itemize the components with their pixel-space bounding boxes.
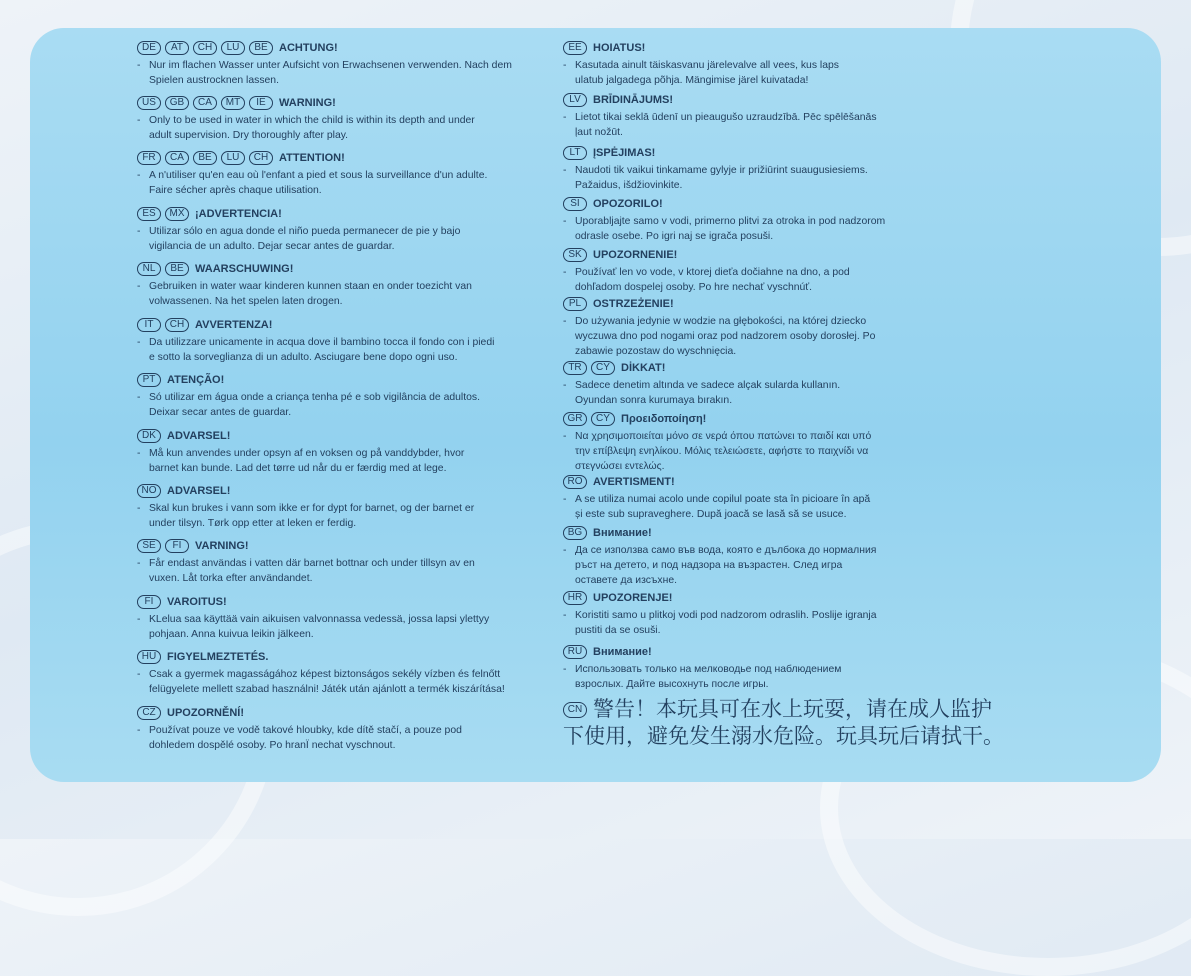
bullet-dash: -	[563, 494, 567, 505]
warning-text-line: wyczuwa dno pod nogami oraz pod nadzorem osoby dorosłej. Po	[575, 331, 876, 342]
warning-header	[563, 196, 983, 212]
warning-header	[563, 247, 983, 263]
warning-header	[137, 150, 557, 166]
bullet-dash: -	[563, 216, 567, 227]
warning-text-line: Lietot tikai seklā ūdenī un pieaugušo uzraudzībā. Pēc spēlēšanās	[575, 112, 877, 123]
warning-entry	[137, 95, 557, 143]
warning-entry	[563, 92, 983, 140]
country-code-badge: RO	[563, 475, 587, 489]
country-code-badge: BE	[165, 262, 189, 276]
warning-text	[137, 390, 557, 420]
warning-text-line: ļaut nožūt.	[575, 127, 623, 138]
country-code-badge: SE	[137, 539, 161, 553]
warning-text	[137, 501, 557, 531]
warning-text-line: under tilsyn. Tørk opp etter at leken er ferdig.	[149, 518, 357, 529]
country-code-badge: DK	[137, 429, 161, 443]
warning-text-line: Only to be used in water in which the child is within its depth and under	[149, 115, 475, 126]
bullet-dash: -	[137, 60, 141, 71]
country-code-badge: CY	[591, 412, 615, 426]
country-code-badge: CA	[165, 151, 189, 165]
warning-text-line: Skal kun brukes i vann som ikke er for dypt for barnet, og der barnet er	[149, 503, 475, 514]
country-code-badge: GR	[563, 412, 587, 426]
bullet-dash: -	[137, 614, 141, 625]
warning-text	[137, 113, 557, 143]
country-code-badge: CN	[563, 702, 587, 718]
bullet-dash: -	[563, 60, 567, 71]
warning-entry	[563, 411, 983, 474]
warning-text	[563, 492, 983, 522]
warning-text-line: Nur im flachen Wasser unter Aufsicht von Erwachsenen verwenden. Nach dem	[149, 60, 512, 71]
warning-text	[563, 110, 983, 140]
warning-header	[137, 261, 557, 277]
warning-text-line: την επίβλεψη ενηλίκου. Μόλις τελειώσετε, αφήστε το παιχνίδι να	[575, 446, 869, 457]
warning-entry	[137, 40, 557, 88]
warning-text-line: Uporabljajte samo v vodi, primerno plitvi za otroka in pod nadzorom	[575, 216, 886, 227]
country-code-badge: HR	[563, 591, 587, 605]
warning-text	[137, 168, 557, 198]
country-code-badge: BE	[249, 41, 273, 55]
bullet-dash: -	[563, 431, 567, 442]
country-code-badge: MT	[221, 96, 245, 110]
warning-header	[563, 92, 983, 108]
country-code-badge: NO	[137, 484, 161, 498]
country-code-badge: CZ	[137, 706, 161, 720]
warning-text-line: Koristiti samo u plitkoj vodi pod nadzorom odraslih. Poslije igranja	[575, 610, 877, 621]
warning-title: DİKKAT!	[621, 362, 666, 374]
bullet-dash: -	[563, 664, 567, 675]
warning-text-line: A se utiliza numai acolo unde copilul poate sta în picioare în apă	[575, 494, 871, 505]
country-code-badge: CA	[193, 96, 217, 110]
country-code-badge: LV	[563, 93, 587, 107]
warning-text	[137, 224, 557, 254]
warning-title: OSTRZEŻENIE!	[593, 298, 674, 310]
warning-text-line: Oyundan sonra kurumaya bırakın.	[575, 395, 733, 406]
bullet-dash: -	[137, 558, 141, 569]
country-code-badge: RU	[563, 645, 587, 659]
warning-entry	[563, 40, 983, 88]
warning-title: BRĪDINĀJUMS!	[593, 94, 674, 106]
warning-header	[137, 649, 557, 665]
warning-text-line: pustiti da se osuši.	[575, 625, 661, 636]
warning-title: HOIATUS!	[593, 42, 646, 54]
warning-text	[563, 214, 983, 244]
warning-entry	[137, 705, 557, 753]
warning-text-line: barnet kan bunde. Lad det tørre ud når du er færdig med at lege.	[149, 463, 447, 474]
warning-title: UPOZORNĚNÍ!	[167, 707, 244, 719]
country-code-badge: NL	[137, 262, 161, 276]
warning-header	[563, 525, 983, 541]
warning-text-line: Používať len vo vode, v ktorej dieťa dočiahne na dno, a pod	[575, 267, 850, 278]
warning-text-line: Sadece denetim altında ve sadece alçak sularda kullanın.	[575, 380, 841, 391]
country-code-badge: PT	[137, 373, 161, 387]
warning-text	[137, 446, 557, 476]
warning-title: ADVARSEL!	[167, 485, 231, 497]
warning-text-line: e sotto la sorveglianza di un adulto. Asciugare bene dopo ogni uso.	[149, 352, 458, 363]
country-code-badge: DE	[137, 41, 161, 55]
warning-text-line: Csak a gyermek magasságához képest biztonságos sekély vízben és felnőtt	[149, 669, 501, 680]
country-code-badge: TR	[563, 361, 587, 375]
bullet-dash: -	[137, 669, 141, 680]
warning-title: ATENÇÃO!	[167, 374, 225, 386]
country-code-badge: LT	[563, 146, 587, 160]
warning-text	[137, 279, 557, 309]
warning-entry	[563, 145, 983, 193]
warning-text	[137, 667, 557, 697]
warning-header	[137, 317, 557, 333]
country-code-badge: FI	[137, 595, 161, 609]
warning-header	[563, 590, 983, 606]
warning-entry	[563, 590, 983, 638]
warning-text-line: Naudoti tik vaikui tinkamame gylyje ir prižiūrint suaugusiesiems.	[575, 165, 868, 176]
warning-text-line: ulatub jalgadega põhja. Mängimise järel kuivatada!	[575, 75, 809, 86]
warning-text	[563, 163, 983, 193]
warning-header	[563, 360, 983, 376]
warning-entry	[137, 538, 557, 586]
warning-title: ATTENTION!	[279, 152, 345, 164]
warning-title: ACHTUNG!	[279, 42, 338, 54]
warning-title: VARNING!	[195, 540, 249, 552]
warning-title: WAARSCHUWING!	[195, 263, 294, 275]
warning-entry	[137, 649, 557, 697]
warning-text-line: Pažaidus, išdžiovinkite.	[575, 180, 683, 191]
warning-text-line: Deixar secar antes de guardar.	[149, 407, 292, 418]
warning-header	[563, 40, 983, 56]
warning-title: OPOZORILO!	[593, 198, 663, 210]
warning-header	[137, 40, 557, 56]
warning-entry	[137, 150, 557, 198]
warning-panel	[30, 28, 1161, 782]
warning-text-line: Používat pouze ve vodě takové hloubky, kde dítě stačí, a pouze pod	[149, 725, 462, 736]
warning-title: Внимание!	[593, 646, 652, 658]
warning-title: UPOZORENJE!	[593, 592, 673, 604]
bullet-dash: -	[137, 503, 141, 514]
warning-header	[563, 296, 983, 312]
warning-text	[137, 335, 557, 365]
warning-text	[563, 378, 983, 408]
warning-text	[137, 723, 557, 753]
cn-line-2: 下使用，避免发生溺水危险。玩具玩后请拭干。	[563, 725, 1004, 748]
warning-text-line: Да се използва само във вода, която е дълбока до нормалния	[575, 545, 877, 556]
warning-header	[563, 474, 983, 490]
warning-text-line: vuxen. Låt torka efter användandet.	[149, 573, 313, 584]
warning-text	[563, 662, 983, 692]
country-code-badge: FI	[165, 539, 189, 553]
bullet-dash: -	[137, 170, 141, 181]
warning-header	[137, 483, 557, 499]
country-code-badge: BE	[193, 151, 217, 165]
warning-title: ¡ADVERTENCIA!	[195, 208, 282, 220]
warning-text-line: Só utilizar em água onde a criança tenha pé e sob vigilância de adultos.	[149, 392, 480, 403]
warning-entry	[563, 525, 983, 588]
warning-text-line: A n'utiliser qu'en eau où l'enfant a pied et sous la surveillance d'un adulte.	[149, 170, 488, 181]
warning-text-line: στεγνώσει εντελώς.	[575, 461, 665, 472]
warning-text-line: Får endast användas i vatten där barnet bottnar och under tillsyn av en	[149, 558, 475, 569]
cn-line-1	[563, 696, 1083, 723]
warning-text	[137, 612, 557, 642]
country-code-badge: CY	[591, 361, 615, 375]
country-code-badge: ES	[137, 207, 161, 221]
warning-text	[563, 608, 983, 638]
bullet-dash: -	[137, 115, 141, 126]
warning-text-line: dohledem dospělé osoby. Po hranÏ nechat vyschnout.	[149, 740, 396, 751]
country-code-badge: CH	[165, 318, 189, 332]
bullet-dash: -	[563, 112, 567, 123]
warning-text-line: odrasle osebe. Po igri naj se igrača posuši.	[575, 231, 774, 242]
country-code-badge: IE	[249, 96, 273, 110]
warning-title: Προειδοποίηση!	[621, 413, 707, 425]
warning-text-line: Να χρησιμοποιείται μόνο σε νερά όπου πατώνει το παιδί και υπό	[575, 431, 872, 442]
country-code-badge: US	[137, 96, 161, 110]
warning-text-line: vigilancia de un adulto. Dejar secar antes de guardar.	[149, 241, 395, 252]
warning-title: VAROITUS!	[167, 596, 227, 608]
bullet-dash: -	[563, 380, 567, 391]
warning-text-line: Kasutada ainult täiskasvanu järelevalve all vees, kus laps	[575, 60, 839, 71]
country-code-badge: SI	[563, 197, 587, 211]
warning-entry	[137, 594, 557, 642]
warning-header	[137, 705, 557, 721]
warning-entry	[137, 428, 557, 476]
warning-text-line: Faire sécher après chaque utilisation.	[149, 185, 322, 196]
country-code-badge: MX	[165, 207, 189, 221]
warning-text	[563, 58, 983, 88]
country-code-badge: BG	[563, 526, 587, 540]
bullet-dash: -	[563, 165, 567, 176]
warning-entry	[563, 644, 983, 692]
warning-text-line: оставете да изсъхне.	[575, 575, 678, 586]
warning-title: AVERTISMENT!	[593, 476, 675, 488]
country-code-badge: EE	[563, 41, 587, 55]
country-code-badge: HU	[137, 650, 161, 664]
warning-header	[137, 594, 557, 610]
warning-header	[137, 372, 557, 388]
warning-header	[137, 206, 557, 222]
country-code-badge: SK	[563, 248, 587, 262]
warning-entry	[137, 372, 557, 420]
warning-text	[563, 429, 983, 474]
warning-text-line: dohľadom dospelej osoby. Po hre nechať vyschnúť.	[575, 282, 813, 293]
warning-text-line: Utilizar sólo en agua donde el niño pueda permanecer de pie y bajo	[149, 226, 461, 237]
warning-entry	[563, 247, 983, 295]
bullet-dash: -	[137, 281, 141, 292]
warning-entry	[563, 296, 983, 359]
warning-entry	[563, 474, 983, 522]
warning-text	[563, 543, 983, 588]
warning-text-line: KLelua saa käyttää vain aikuisen valvonnassa vedessä, jossa lapsi ylettyy	[149, 614, 490, 625]
warning-title: Внимание!	[593, 527, 652, 539]
warning-text-line: ръст на детето, и под надзора на възрастен. След игра	[575, 560, 843, 571]
warning-text-line: volwassenen. Na het spelen laten drogen.	[149, 296, 343, 307]
warning-entry	[563, 196, 983, 244]
warning-entry	[137, 206, 557, 254]
warning-text-line: zabawie pozostaw do wyschnięcia.	[575, 346, 737, 357]
warning-text-line: Использовать только на мелководье под наблюдением	[575, 664, 842, 675]
bullet-dash: -	[137, 448, 141, 459]
warning-entry	[137, 317, 557, 365]
bullet-dash: -	[137, 337, 141, 348]
warning-text-line: Må kun anvendes under opsyn af en voksen og på vanddybder, hvor	[149, 448, 465, 459]
country-code-badge: LU	[221, 41, 245, 55]
bullet-dash: -	[563, 545, 567, 556]
warning-text-line: felügyelete mellett szabad használni! Játék után ajánlott a termék kiszárítása!	[149, 684, 505, 695]
bullet-dash: -	[563, 316, 567, 327]
warning-header	[137, 95, 557, 111]
warning-text	[563, 265, 983, 295]
country-code-badge: PL	[563, 297, 587, 311]
warning-text-line: Da utilizzare unicamente in acqua dove il bambino tocca il fondo con i piedi	[149, 337, 495, 348]
warning-header	[563, 644, 983, 660]
warning-header	[563, 411, 983, 427]
warning-header	[137, 428, 557, 444]
warning-title: ADVARSEL!	[167, 430, 231, 442]
bullet-dash: -	[563, 267, 567, 278]
warning-text	[563, 314, 983, 359]
bullet-dash: -	[563, 610, 567, 621]
warning-entry-cn	[563, 696, 1083, 750]
warning-text-line: Do używania jedynie w wodzie na głębokości, na której dziecko	[575, 316, 867, 327]
warning-text-line: Gebruiken in water waar kinderen kunnen staan en onder toezicht van	[149, 281, 472, 292]
warning-text	[137, 556, 557, 586]
warning-header	[137, 538, 557, 554]
warning-entry	[137, 261, 557, 309]
country-code-badge: LU	[221, 151, 245, 165]
country-code-badge: CH	[193, 41, 217, 55]
warning-text-line: și este sub supraveghere. După joacă se lasă să se usuce.	[575, 509, 847, 520]
country-code-badge: IT	[137, 318, 161, 332]
bullet-dash: -	[137, 226, 141, 237]
cn-warning-text: 警告！本玩具可在水上玩耍，请在成人监护	[593, 698, 992, 721]
country-code-badge: GB	[165, 96, 189, 110]
warning-title: WARNING!	[279, 97, 336, 109]
bullet-dash: -	[137, 392, 141, 403]
country-code-badge: FR	[137, 151, 161, 165]
country-code-badge: AT	[165, 41, 189, 55]
warning-entry	[563, 360, 983, 408]
warning-title: FIGYELMEZTETÉS.	[167, 651, 269, 663]
warning-text	[137, 58, 557, 88]
warning-entry	[137, 483, 557, 531]
bullet-dash: -	[137, 725, 141, 736]
warning-text-line: pohjaan. Anna kuivua leikin jälkeen.	[149, 629, 314, 640]
warning-header	[563, 145, 983, 161]
warning-text-line: Spielen austrocknen lassen.	[149, 75, 279, 86]
warning-title: ĮSPĖJIMAS!	[593, 147, 656, 159]
country-code-badge: CH	[249, 151, 273, 165]
warning-text-line: взрослых. Дайте высохнуть после игры.	[575, 679, 769, 690]
warning-title: UPOZORNENIE!	[593, 249, 678, 261]
warning-title: AVVERTENZA!	[195, 319, 273, 331]
warning-text-line: adult supervision. Dry thoroughly after play.	[149, 130, 349, 141]
